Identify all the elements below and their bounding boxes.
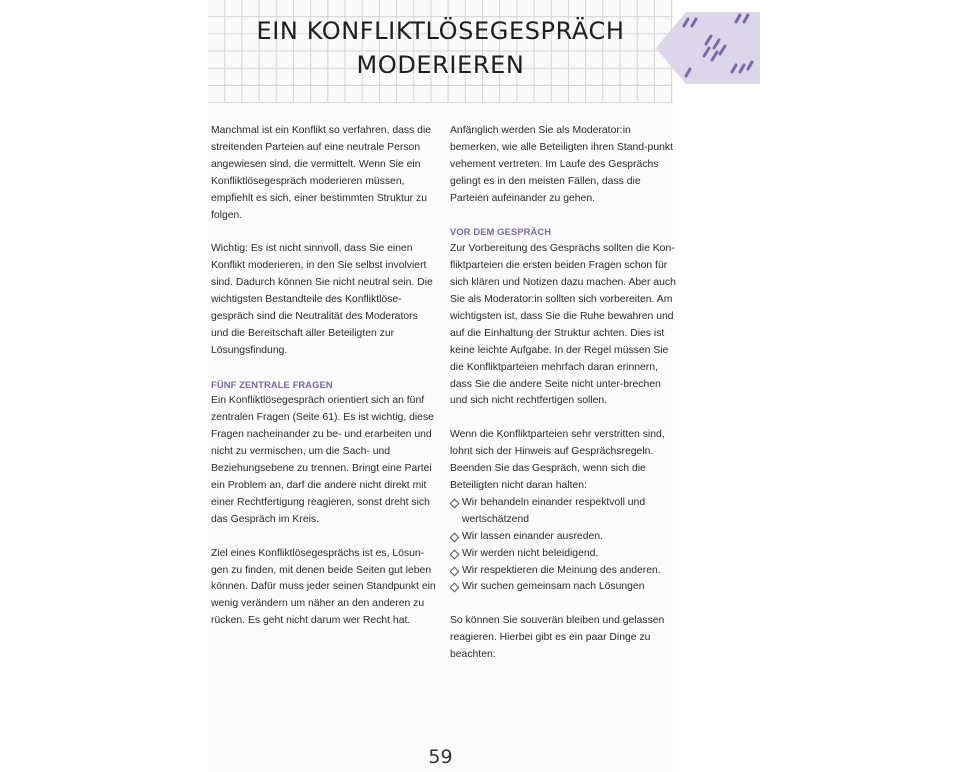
diamond-bullet-icon — [450, 566, 460, 576]
page-number: 59 — [428, 746, 453, 768]
diamond-bullet-icon — [450, 549, 460, 559]
paragraph: Anfänglich werden Sie als Moderator:in bemerken, wie alle Beteiligten ihren Stand-punkt vehement vertreten. Im Laufe des Gesprächs gelingt es in den meisten Fällen, dass die Parteien aufeinander zu gehen. — [450, 125, 673, 204]
diamond-bullet-icon — [450, 532, 460, 542]
diamond-bullet-icon — [450, 583, 460, 593]
rules-list — [450, 495, 676, 596]
paragraph: Wenn die Konfliktparteien sehr verstritten sind, lohnt sich der Hinweis auf Gesprächsregeln. Beenden Sie das Gespräch, wenn sich die Beteiligten nicht daran halten: — [450, 429, 665, 491]
list-item: Wir respektieren die Meinung des anderen. — [450, 563, 676, 580]
title-line-2: MODERIEREN — [356, 51, 525, 79]
paragraph: Ein Konfliktlösegespräch orientiert sich an fünf zentralen Fragen (Seite 61). Es ist wichtig, diese Fragen nacheinander zu be- und erarbeiten und nicht zu vermischen, um die Sach- und Beziehungsebene zu trennen. Bringt eine Partei ein Problem an, darf die andere nicht direkt mit einer Rechtfertigung reagieren, sonst dreht sich das Gespräch im Kreis. — [211, 395, 434, 525]
decorative-tag-icon — [656, 12, 760, 84]
paragraph: So können Sie souverän bleiben und gelassen reagieren. Hierbei gibt es ein paar Dinge zu beachten: — [450, 615, 665, 661]
diamond-bullet-icon — [450, 498, 460, 508]
section-heading: VOR DEM GESPRÄCH — [450, 226, 552, 238]
section-heading: FÜNF ZENTRALE FRAGEN — [211, 378, 333, 390]
list-item: Wir suchen gemeinsam nach Lösungen — [450, 579, 676, 596]
paragraph: Wichtig: Es ist nicht sinnvoll, dass Sie einen Konflikt moderieren, in den Sie selbst involviert sind. Dadurch können Sie nicht neutral sein. Die wichtigsten Bestandteile des Konfliktlöse-gespräch sind die Neutralität des Moderators und die Bereitschaft aller Beteiligten zur Lösungsfindung. — [211, 243, 433, 356]
list-item: Wir lassen einander ausreden. — [450, 529, 676, 546]
paragraph: Manchmal ist ein Konflikt so verfahren, dass die streitenden Parteien auf eine neutrale Person angewiesen sind, die vermittelt. Wenn Sie ein Konfliktlösegespräch moderieren müssen, empfiehlt es sich, einer bestimmten Struktur zu folgen. — [211, 125, 432, 221]
right-column — [450, 123, 676, 681]
left-column — [211, 123, 437, 647]
paragraph: Zur Vorbereitung des Gesprächs sollten die Kon-fliktparteien die ersten beiden Fragen schon für sich klären und Notizen dazu machen. Aber auch Sie als Moderator:in sollten sich vorbereiten. Am wichtigsten ist, dass Sie die Ruhe bewahren und auf die Einhaltung der Struktur achten. Dies ist keine leichte Aufgabe. In der Regel müssen Sie die Konfliktparteien mehrfach daran erinnern, dass Sie die andere Seite nicht unter-brechen und sich nicht rechtfertigen sollen. — [450, 243, 676, 407]
page-title — [208, 14, 673, 82]
list-item: Wir werden nicht beleidigend. — [450, 546, 676, 563]
list-item: Wir behandeln einander respektvoll und wertschätzend — [450, 495, 676, 529]
title-line-1: EIN KONFLIKTLÖSEGESPRÄCH — [256, 17, 625, 45]
paragraph: Ziel eines Konfliktlösegesprächs ist es, Lösun-gen zu finden, mit denen beide Seiten gut leben können. Dafür muss jeder seinen Standpunkt ein wenig verändern um näher an den anderen zu rücken. Es geht nicht darum wer Recht hat. — [211, 547, 436, 627]
